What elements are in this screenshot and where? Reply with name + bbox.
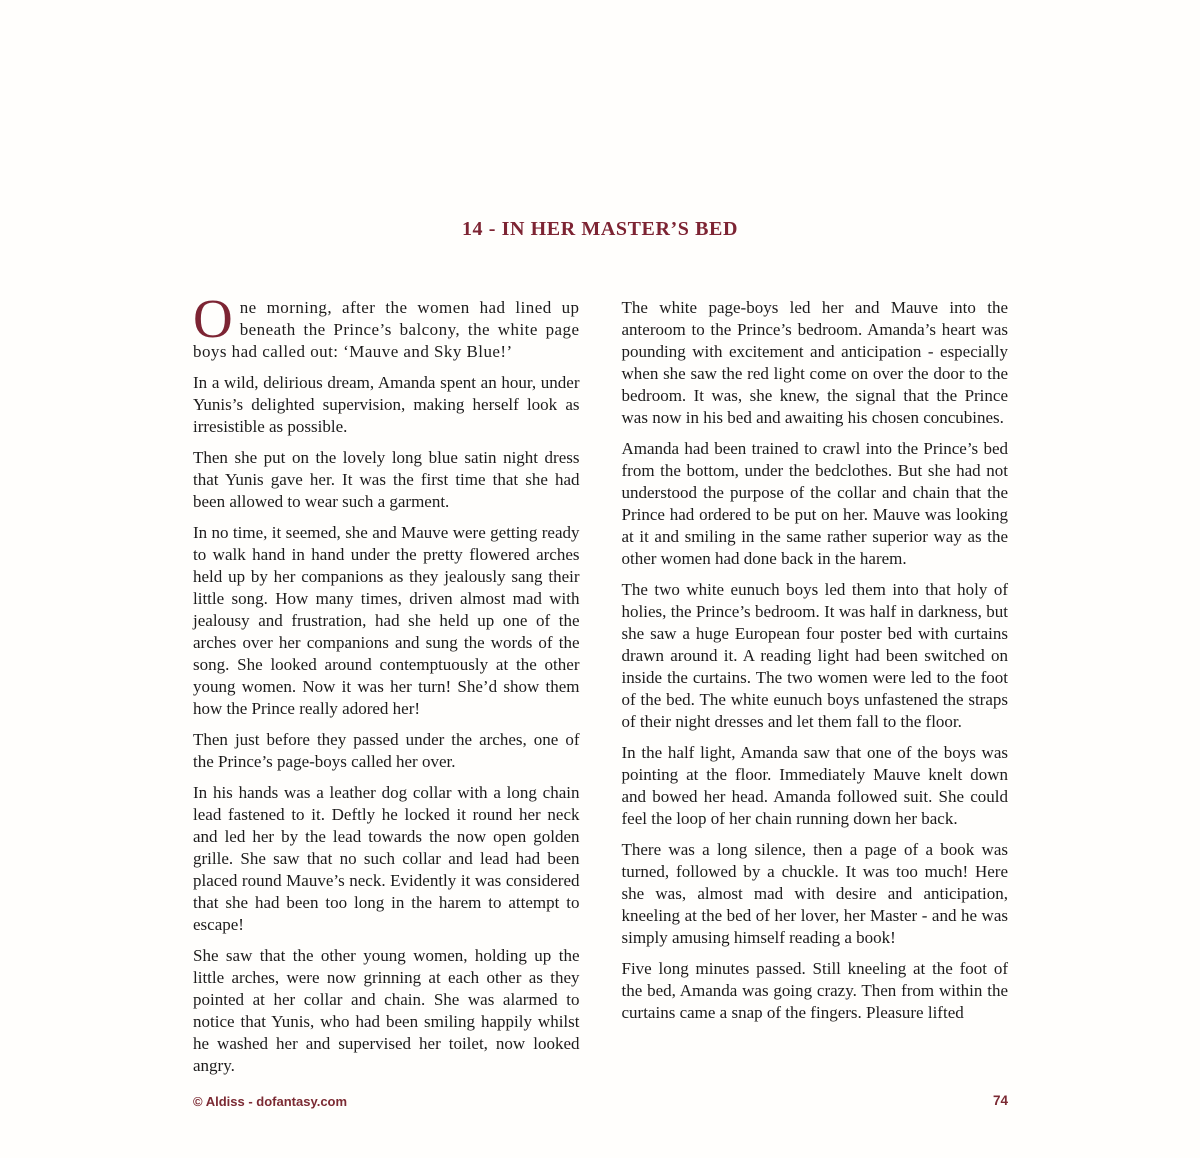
paragraph: Then she put on the lovely long blue satin night dress that Yunis gave her. It was the first time that she had been allowed to wear such a garment. [193, 448, 580, 511]
drop-cap: O [193, 288, 233, 349]
chapter-title: 14 - IN HER MASTER’S BED [461, 218, 739, 240]
paragraph: Five long minutes passed. Still kneeling at the foot of the bed, Amanda was going crazy. Then from within the curtains came a snap of the fingers. Pleasure lifted [621, 959, 1008, 1022]
paragraph: There was a long silence, then a page of a book was turned, followed by a chuckle. It was too much! Here she was, almost mad with desire and anticipation, kneeling at the bed of her lover, her Master - and he was simply amusing himself reading a book! [621, 840, 1008, 947]
right-column [622, 297, 1009, 1086]
paragraph: In a wild, delirious dream, Amanda spent an hour, under Yunis’s delighted supervision, making herself look as irresistible as possible. [193, 373, 580, 436]
left-column [193, 288, 580, 1086]
paragraph: Then just before they passed under the arches, one of the Prince’s page-boys called her over. [193, 730, 580, 771]
paragraph: She saw that the other young women, holding up the little arches, were now grinning at each other as they pointed at her collar and chain. She was alarmed to notice that Yunis, who had been smiling happily whilst he washed her and supervised her toilet, now looked angry. [193, 946, 580, 1075]
page-number: 74 [992, 1093, 1008, 1108]
paragraph: In the half light, Amanda saw that one of the boys was pointing at the floor. Immediately Mauve knelt down and bowed her head. Amanda followed suit. She could feel the loop of her chain running down her back. [621, 743, 1008, 828]
opening-paragraph [193, 288, 580, 363]
paragraph: In his hands was a leather dog collar with a long chain lead fastened to it. Deftly he locked it round her neck and led her by the lead towards the now open golden grille. She saw that no such collar and lead had been placed round Mauve’s neck. Evidently it was considered that she had been too long in the harem to attempt to escape! [193, 783, 580, 934]
copyright-notice: © Aldiss - dofantasy.com [193, 1094, 348, 1109]
opening-paragraph-text: ne morning, after the women had lined up beneath the Prince’s balcony, the white page boys had called out: ‘Mauve and Sky Blue!’ [193, 298, 580, 361]
text-columns [193, 288, 1008, 1086]
paragraph: Amanda had been trained to crawl into the Prince’s bed from the bottom, under the bedclothes. But she had not understood the purpose of the collar and chain that the Prince had ordered to be put on her. Mauve was looking at it and smiling in the same rather superior way as the other women had done back in the harem. [621, 439, 1008, 568]
paragraph: The white page-boys led her and Mauve into the anteroom to the Prince’s bedroom. Amanda’s heart was pounding with excitement and anticipation - especially when she saw the red light come on over the door to the bedroom. It was, she knew, the signal that the Prince was now in his bed and awaiting his chosen concubines. [621, 298, 1008, 427]
paragraph: In no time, it seemed, she and Mauve were getting ready to walk hand in hand under the pretty flowered arches held up by her companions as they jealously sang their little song. How many times, driven almost mad with jealousy and frustration, had she held up one of the arches over her companions and sung the words of the song. She looked around contemptuously at the other young women. Now it was her turn! She’d show them how the Prince really adored her! [193, 523, 580, 718]
paragraph: The two white eunuch boys led them into that holy of holies, the Prince’s bedroom. It was half in darkness, but she saw a huge European four poster bed with curtains drawn around it. A reading light had been switched on inside the curtains. The two women were led to the foot of the bed. The white eunuch boys unfastened the straps of their night dresses and let them fall to the floor. [621, 580, 1008, 731]
